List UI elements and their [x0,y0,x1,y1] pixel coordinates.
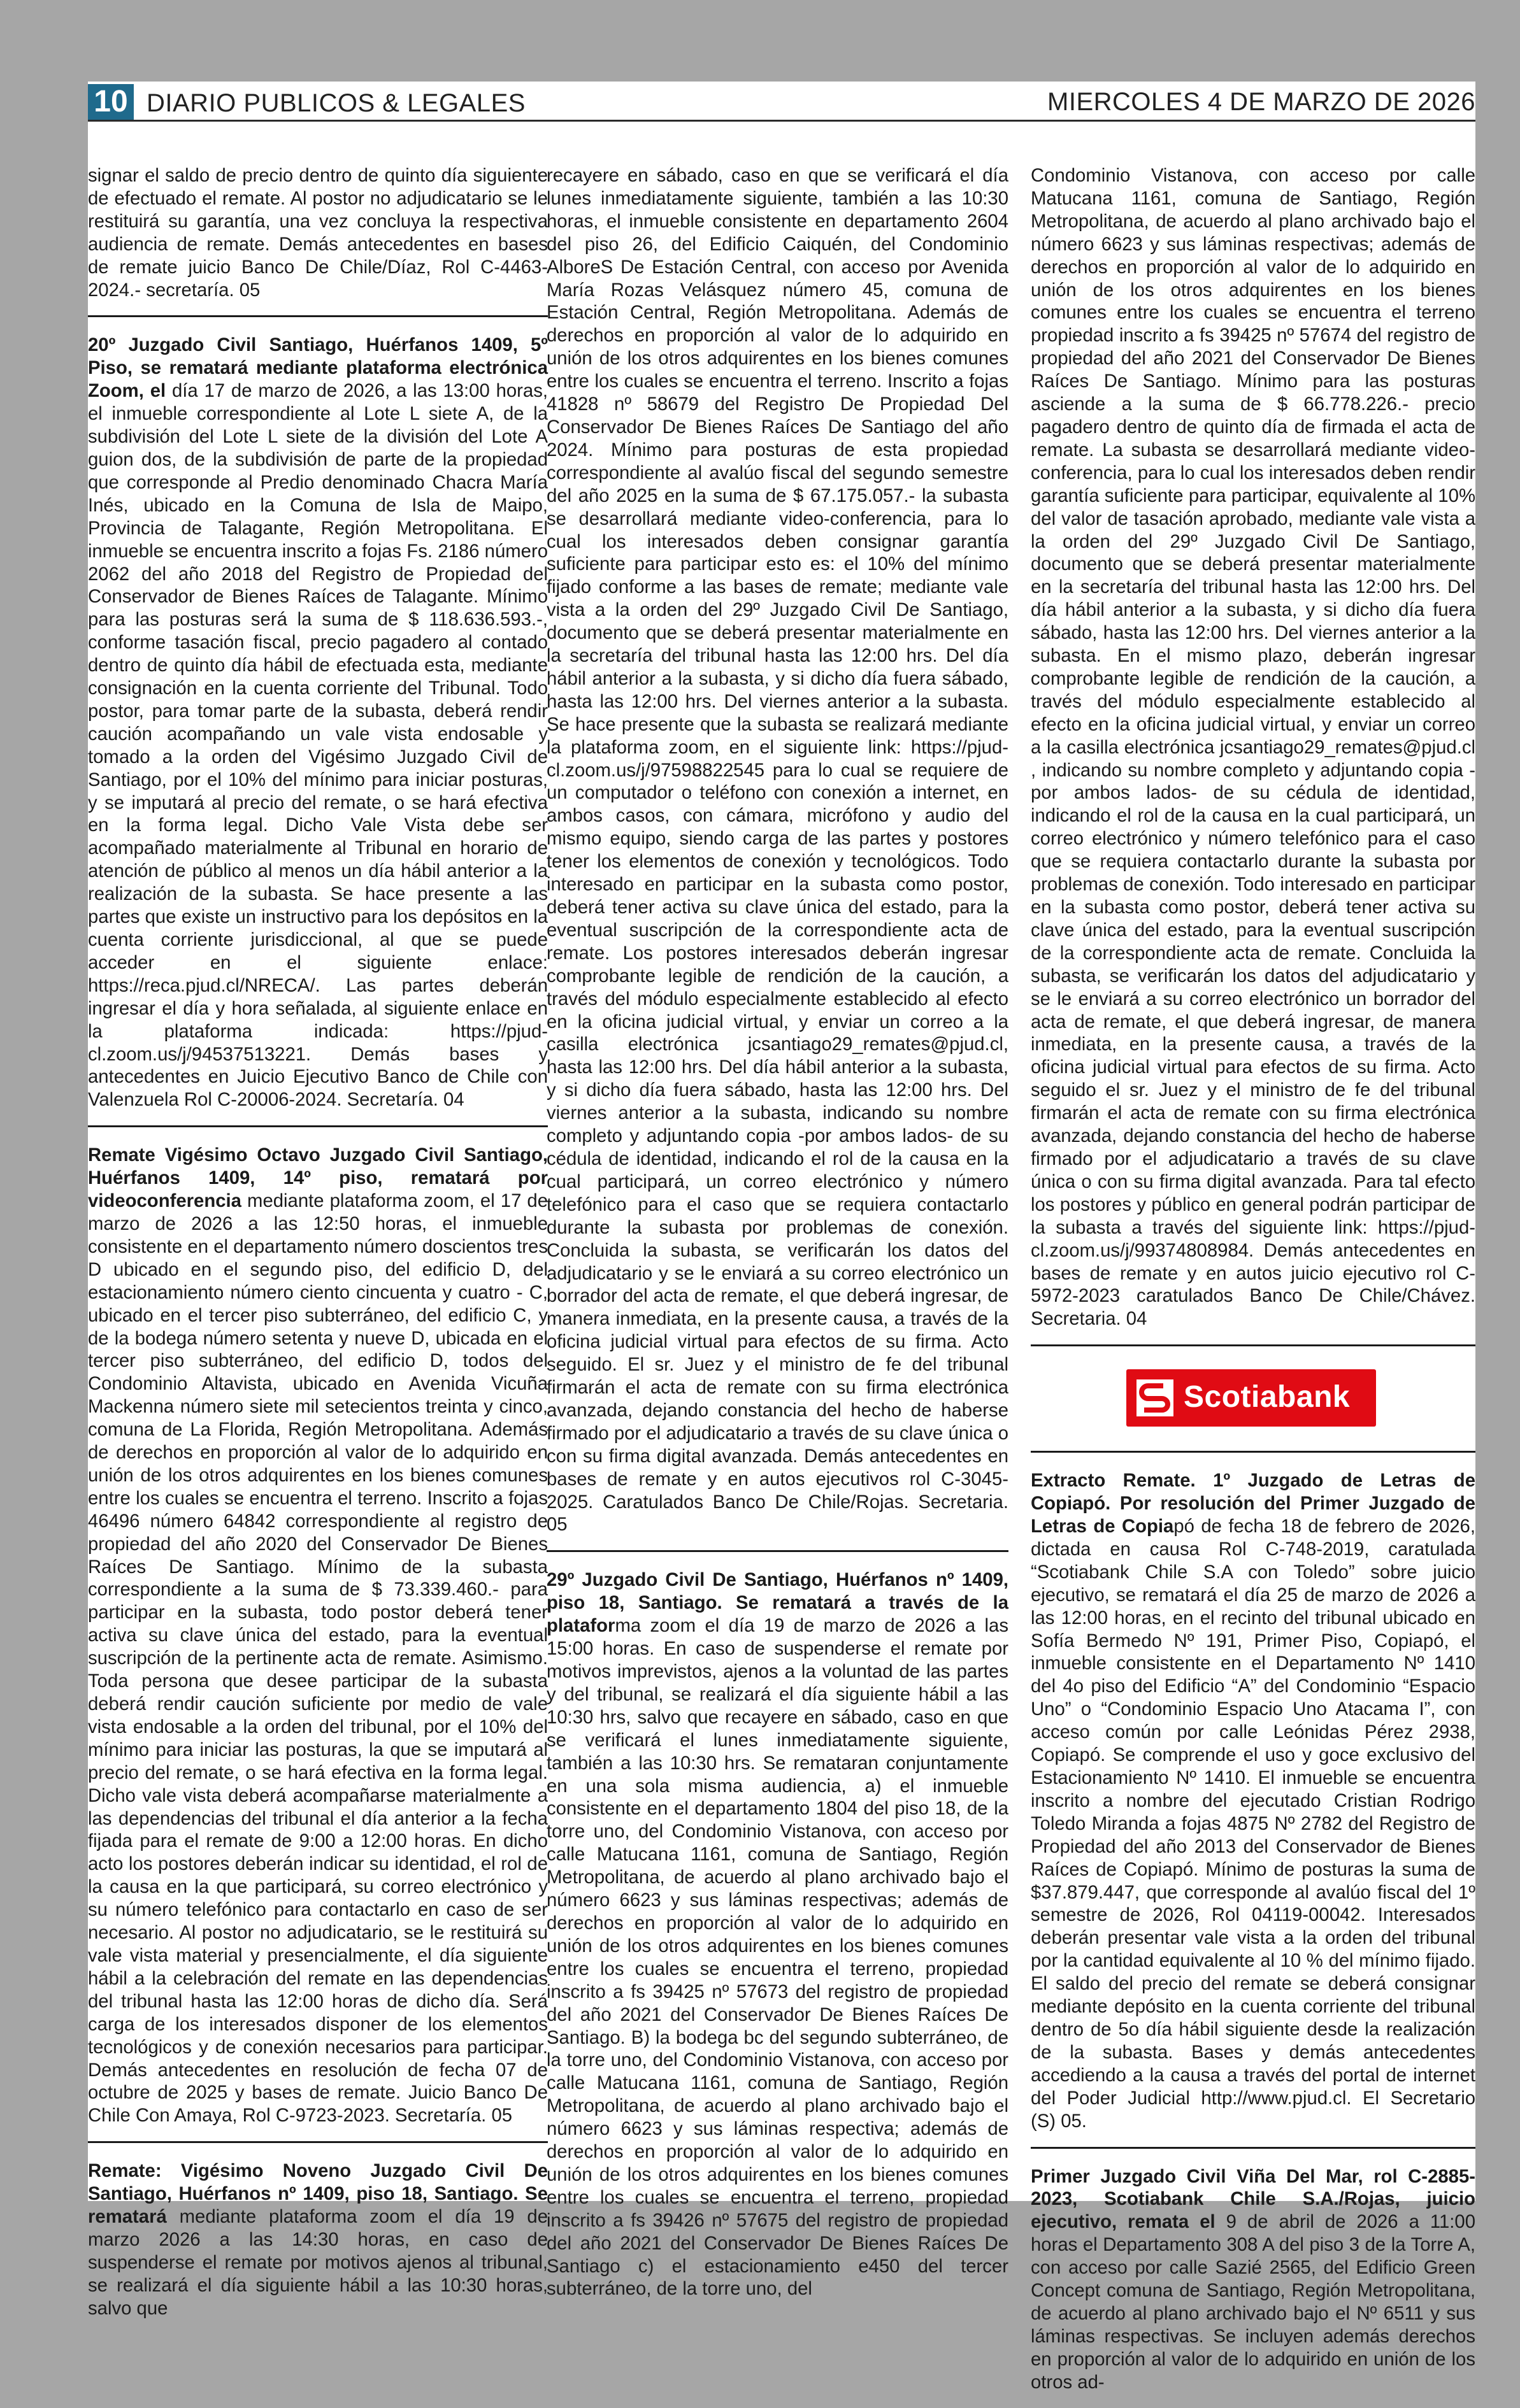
notice-body: mediante plataforma zoom, el 17 de marzo de 2026 a las 12:50 horas, el inmueble consistente en el departamento número doscientos tres D ubicado en el segundo piso, del edificio D, del estacionamiento número ciento cincuenta y cuatro - C, ubicado en el tercer piso subterráneo, del edificio C, y de la bodega número setenta y nueve D, ubicada en el tercer piso subterráneo, del edificio D, todos del Condominio Altavista, ubicado en Avenida Vicuña Mackenna número siete mil setecientos treinta y cinco, comuna de La Florida, Región Metropolitana. Además de derechos en proporción al valor de lo adquirido en unión de los otros adquirentes en los bienes comunes entre los cuales se encuentra el terreno. Inscrito a fojas 46496 número 64842 correspondiente al registro de propiedad del año 2020 del Conservador De Bienes Raíces De Santiago. Mínimo de la subasta correspondiente a la suma de $ 73.339.460.- para participar en la subasta, todo postor deberá tener activa su clave única del estado, para la eventual suscripción de la pertinente acta de remate. Asimismo. Toda persona que desee participar de la subasta deberá rendir caución suficiente por medio de vale vista endosable a la orden del tribunal, por el 10% del mínimo para iniciar las posturas, la que se imputará al precio del remate, o se hará efectiva en la forma legal. Dicho vale vista deberá acompañarse materialmente a las dependencias del tribunal el día anterior a la fecha fijada para el remate de 9:00 a 12:00 horas. En dicho acto los postores deberán indicar su identidad, el rol de la causa en la que participará, su correo electrónico y su número telefónico para contactarlo en caso de ser necesario. Al postor no adjudicatario, se le restituirá su vale vista material y presencialmente, el día siguiente hábil a la celebración del remate en las dependencias del tribunal hasta las 12:00 horas de dicho día. Será carga de los interesados disponer de los elementos tecnológicos y de conexión necesarios para participar. Demás antecedentes en resolución de fecha 07 de octubre de 2025 y bases de remate. Juicio Banco De Chile Con Amaya, Rol C-9723-2023. Secretaría. 05 [88,1190,548,2127]
divider [547,1550,1008,1552]
divider [1031,1451,1475,1453]
notice-body: ma zoom el día 19 de marzo de 2026 a las 15:00 horas. En caso de suspenderse el remate por motivos imprevistos, ajenos a la voluntad de las partes y del tribunal, se realizará el día siguiente hábil a las 10:30 hrs, salvo que recayere en sábado, caso en que se verificará el lunes inmediatamente siguiente, también a las 10:30 hrs. Se remataran conjuntamente en una sola misma audiencia, a) el inmueble consistente en el departamento 1804 del piso 18, de la torre uno, del Condominio Vistanova, con acceso por calle Matucana 1161, comuna de Santiago, Región Metropolitana, de acuerdo al plano archivado bajo el número 6623 y sus láminas respectivas; además de derechos en proporción al valor de lo adquirido en unión de los otros adquirentes en los bienes comunes entre los cuales se encuentra el terreno, propiedad inscrito a fs 39425 nº 57673 del registro de propiedad del año 2021 del Conservador De Bienes Raíces De Santiago. B) la bodega bc del segundo subterráneo, de la torre uno, del Condominio Vistanova, con acceso por calle Matucana 1161, comuna de Santiago, Región Metropolitana, de acuerdo al plano archivado bajo el número 6623 y sus láminas respectiva; además de derechos en proporción al valor de lo adquirido en unión de los otros adquirentes en los bienes comunes entre los cuales se encuentra el terreno, propiedad inscrito a fs 39426 nº 57675 del registro de propiedad del año 2021 del Conservador De Bienes Raíces De Santiago c) el estacionamiento e450 del tercer subterráneo, de la torre uno, del [547,1615,1008,2300]
legal-notice [1031,2165,1475,2408]
column-1 [88,164,548,2319]
column-3 [1031,164,1475,2393]
notice-heading: 29º Juzgado Civil De Santiago, Huérfanos nº 1409, piso 18, Santiago. Se rematará a través de la platafor [547,1569,1008,1637]
scotiabank-brand: Scotiabank [1184,1380,1351,1414]
divider [88,315,548,317]
notice-heading: Extracto Remate. 1º Juzgado de Letras de Copiapó. Por resolución del Primer Juzgado de Letras de Copia [1031,1470,1475,1537]
legal-notice [88,334,548,1125]
notice-body: pó de fecha 18 de febrero de 2026, dictada en causa Rol C-748-2019, caratulada “Scotiabank Chile S.A con Toledo” sobre juicio ejecutivo, se rematará el día 25 de marzo de 2026 a las 12:00 horas, en el recinto del tribunal ubicado en Sofía Bermedo Nº 191, Primer Piso, Copiapó, el inmueble consistente en el Departamento Nº 1410 del 4o piso del Edificio “A” del Condominio “Espacio Uno” o “Condominio Espacio Uno Atacama I”, con acceso común por calle Leónidas Pérez 2938, Copiapó. Se comprende el uso y goce exclusivo del Estacionamiento Nº 1410. El inmueble se encuentra inscrito a nombre del ejecutado Cristian Rodrigo Toledo Miranda a fojas 4875 Nº 2782 del Registro de Propiedad del año 2013 del Conservador de Bienes Raíces de Copiapó. Mínimo de posturas la suma de $37.879.447, que corresponde al avalúo fiscal del 1º semestre de 2026, Rol 04119-00042. Interesados deberán presentar vale vista a la orden del tribunal por la cantidad equivalente al 10 % del mínimo fijado. El saldo del precio del remate se deberá consignar mediante depósito en la cuenta corriente del tribunal dentro de 5o día hábil siguiente desde la realización de la subasta. Bases y demás antecedentes accediendo a la causa a través del portal de internet del Poder Judicial http://www.pjud.cl. El Secretario (S) 05. [1031,1516,1475,2132]
legal-notice [88,164,548,315]
notice-heading: Remate: Vigésimo Noveno Juzgado Civil De Santiago, Huérfanos nº 1409, piso 18, Santiago. Se rematará [88,2160,548,2228]
divider [88,1125,548,1127]
notice-body: Condominio Vistanova, con acceso por calle Matucana 1161, comuna de Santiago, Región Metropolitana, de acuerdo al plano archivado bajo el número 6623 y sus láminas respectivas; además de derechos en proporción al valor de lo adquirido en unión de los otros adquirentes en los bienes comunes entre los cuales se encuentra el terreno propiedad inscrito a fs 39425 nº 57674 del registro de propiedad del año 2021 del Conservador De Bienes Raíces De Santiago. Mínimo para las posturas asciende a la suma de $ 66.778.226.- precio pagadero dentro de quinto día de firmada el acta de remate. La subasta se desarrollará mediante video-conferencia, para lo cual los interesados deben rendir garantía suficiente para participar, equivalente al 10% del valor de tasación aprobado, mediante vale vista a la orden del 29º Juzgado Civil De Santiago, documento que se deberá presentar materialmente en la secretaría del tribunal hasta las 12:00 hrs. Del día hábil anterior a la subasta, y si dicho día fuera sábado, hasta las 12:00 hrs. Del viernes anterior a la subasta. En el mismo plazo, deberán ingresar comprobante legible de rendición de la caución, a través del módulo especialmente establecido al efecto en la oficina judicial virtual, y enviar un correo a la casilla electrónica jcsantiago29_remates@pjud.cl , indicando su nombre completo y adjuntando copia -por ambos lados- de su cédula de identidad, indicando el rol de la causa en la cual participará, un correo electrónico y número telefónico para el caso que se requiera contactarlo durante la subasta por problemas de conexión. Todo interesado en participar en la subasta como postor, deberá tener activa su clave única del estado, para la eventual suscripción de la correspondiente acta de remate. Concluida la subasta, se verificarán los datos del adjudicatario y se le enviará a su correo electrónico un borrador del acta de remate, el que deberá ingresar, de manera inmediata, en la presente causa, a través de la oficina judicial virtual para efectos de su firma. Acto seguido el sr. Juez y el ministro de fe del tribunal firmarán el acta de remate con su firma electrónica avanzada, dejando constancia del hecho de haberse firmado por el adjudicatario a través de su clave única o con su firma digital avanzada. Para tal efecto los postores y público en general podrán participar de la subasta a través del siguiente link: https://pjud-cl.zoom.us/j/99374808984. Demás antecedentes en bases de remate y en autos juicio ejecutivo rol C-5972-2023 caratulados Banco De Chile/Chávez. Secretaria. 04 [1031,165,1475,1330]
divider [88,2141,548,2143]
publication-date: MIERCOLES 4 DE MARZO DE 2026 [1047,88,1475,116]
legal-notice [547,164,1008,1550]
legal-notice [1031,1469,1475,2146]
legal-notice [88,2160,548,2333]
publication-name: DIARIO PUBLICOS & LEGALES [147,89,526,117]
legal-notice [88,1144,548,2141]
notice-body: recayere en sábado, caso en que se verificará el día lunes inmediatamente siguiente, también a las 10:30 horas, el inmueble consistente en departamento 2604 del piso 26, del Edificio Caiquén, del Condominio AlboreS De Estación Central, con acceso por Avenida María Rozas Velásquez número 45, comuna de Estación Central, Región Metropolitana. Además de derechos en proporción al valor de lo adquirido en unión de los otros adquirentes en los bienes comunes entre los cuales se encuentra el terreno. Inscrito a fojas 41828 nº 58679 del Registro De Propiedad Del Conservador De Bienes Raíces De Santiago del año 2024. Mínimo para posturas de esta propiedad correspondiente al avalúo fiscal del segundo semestre del año 2025 en la suma de $ 67.175.057.- la subasta se desarrollará mediante video-conferencia, para lo cual los interesados deben consignar garantía suficiente para participar esto es: el 10% del mínimo fijado conforme a las bases de remate; mediante vale vista a la orden del 29º Juzgado Civil De Santiago, documento que se deberá presentar materialmente en la secretaría del tribunal hasta las 12:00 hrs. Del día hábil anterior a la subasta, y si dicho día fuera sábado, hasta las 12:00 hrs. Del viernes anterior a la subasta. Se hace presente que la subasta se realizará mediante la plataforma zoom, en el siguiente link: https://pjud-cl.zoom.us/j/97598822545 para lo cual se requiere de un computador o teléfono con conexión a internet, en ambos casos, con cámara, micrófono y audio del mismo equipo, siendo carga de las partes y postores tener los elementos de conexión y tecnológicos. Todo interesado en participar en la subasta como postor, deberá tener activa su clave única del estado, para la eventual suscripción de la correspondiente acta de remate. Los postores interesados deberán ingresar comprobante legible de rendición de la caución, a través del módulo especialmente establecido al efecto en la oficina judicial virtual, y enviar un correo a la casilla electrónica jcsantiago29_remates@pjud.cl, hasta las 12:00 hrs. Del día hábil anterior a la subasta, y si dicho día fuera sábado, hasta las 12:00 hrs. Del viernes anterior a la subasta, indicando su nombre completo y adjuntando copia -por ambos lados- de su cédula de identidad, indicando el rol de la causa en la cual participará, un correo electrónico y número telefónico para el caso que se requiera contactarlo durante la subasta por problemas de conexión. Concluida la subasta, se verificarán los datos del adjudicatario y se le enviará a su correo electrónico un borrador del acta de remate, el que deberá ingresar, de manera inmediata, en la presente causa, a través de la oficina judicial virtual para efectos de su firma. Acto seguido. El sr. Juez y el ministro de fe del tribunal firmarán el acta de remate con su firma electrónica avanzada, dejando constancia del hecho de haberse firmado por el adjudicatario a través de su clave única o con su firma digital avanzada. Demás antecedentes en bases de remate y en autos ejecutivos rol C-3045-2025. Caratulados Banco De Chile/Rojas. Secretaria. 05 [547,165,1008,1535]
divider [1031,1344,1475,1346]
column-2 [547,164,1008,2300]
page-header [88,82,1475,122]
scotiabank-logo-icon [1135,1378,1175,1418]
page-number: 10 [88,84,134,120]
notice-body: signar el saldo de precio dentro de quinto día siguiente de efectuado el remate. Al postor no adjudicatario se le restituirá su garantía, una vez concluya la respectiva audiencia de remate. Demás antecedentes en bases de remate juicio Banco De Chile/Díaz, Rol C-4463-2024.- secretaría. 05 [88,165,548,301]
notice-heading: 20º Juzgado Civil Santiago, Huérfanos 1409, 5º Piso, se rematará mediante plataforma electrónica Zoom, el [88,334,548,402]
notice-heading: Primer Juzgado Civil Viña Del Mar, rol C-2885-2023, Scotiabank Chile S.A./Rojas, juicio ejecutivo, remata el [1031,2165,1475,2233]
scotiabank-ad [1126,1369,1376,1427]
notice-body: día 17 de marzo de 2026, a las 13:00 horas, el inmueble correspondiente al Lote L siete A, de la subdivisión del Lote L siete de la división del Lote A guion dos, de la subdivisión de parte de la propiedad que corresponde al Predio denominado Chacra María Inés, ubicado en la Comuna de Isla de Maipo, Provincia de Talagante, Región Metropolitana. El inmueble se encuentra inscrito a fojas Fs. 2186 número 2062 del año 2018 del Registro de Propiedad del Conservador de Bienes Raíces de Talagante. Mínimo para las posturas será la suma de $ 118.636.593.-, conforme tasación fiscal, precio pagadero al contado dentro de quinto día hábil de efectuada esta, mediante consignación en la cuenta corriente del Tribunal. Todo postor, para tomar parte de la subasta, deberá rendir caución acompañando un vale vista endosable y tomado a la orden del Vigésimo Juzgado Civil de Santiago, por el 10% del mínimo para iniciar posturas, y se imputará al precio del remate, o se hará efectiva en la forma legal. Dicho Vale Vista debe ser acompañado materialmente al Tribunal en horario de atención de público al menos un día hábil anterior a la realización de la subasta. Se hace presente a las partes que existe un instructivo para los depósitos en la cuenta corriente jurisdiccional, al que se puede acceder en el siguiente enlace: https://reca.pjud.cl/NRECA/. Las partes deberán ingresar el día y hora señalada, al siguiente enlace en la plataforma indicada: https://pjud-cl.zoom.us/j/94537513221. Demás bases y antecedentes en Juicio Ejecutivo Banco de Chile con Valenzuela Rol C-20006-2024. Secretaría. 04 [88,380,548,1111]
notice-heading: Remate Vigésimo Octavo Juzgado Civil Santiago, Huérfanos 1409, 14º piso, rematará por videoconferencia [88,1144,548,1212]
legal-notice [1031,164,1475,1344]
divider [1031,2147,1475,2149]
legal-notice [547,1569,1008,2314]
notice-body: 9 de abril de 2026 a 11:00 horas el Departamento 308 A del piso 3 de la Torre A, con acceso por calle Sazié 2565, del Edificio Green Concept comuna de Santiago, Región Metropolitana, de acuerdo al plano archivado bajo el Nº 6511 y sus láminas respectivas. Se incluyen además derechos en proporción al valor de lo adquirido en unión de los otros ad- [1031,2211,1475,2393]
notice-body: mediante plataforma zoom el día 19 de marzo 2026 a las 14:30 horas, en caso de suspenderse el remate por motivos ajenos al tribunal, se realizará el día siguiente hábil a las 10:30 horas, salvo que [88,2206,548,2319]
